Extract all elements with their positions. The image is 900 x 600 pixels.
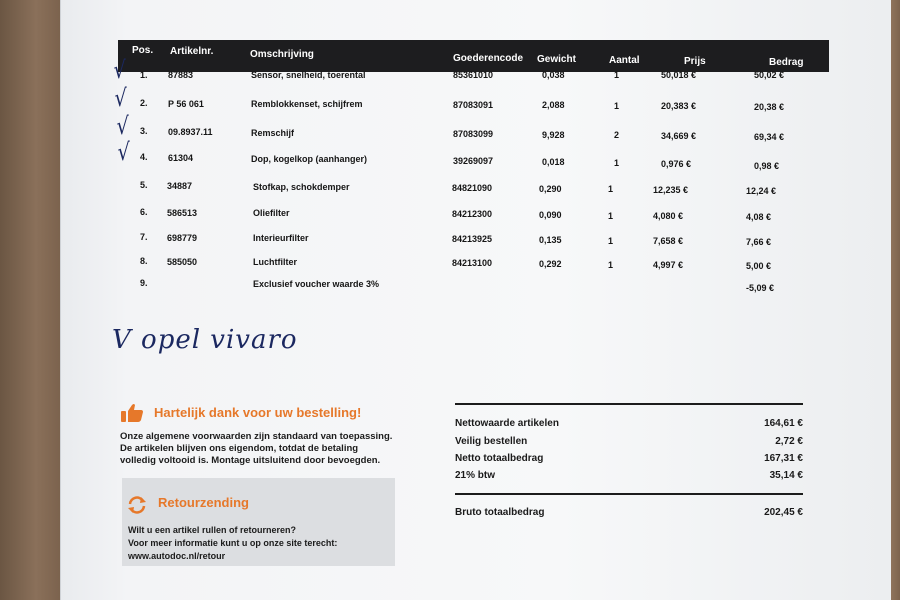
- cell-pos: 6.: [140, 207, 148, 217]
- totals-label: Netto totaalbedrag: [455, 453, 544, 464]
- cell-weight: 0,135: [539, 234, 562, 245]
- cell-code: 84821090: [452, 182, 493, 193]
- gross-total-row: [455, 507, 803, 518]
- totals-label: Veilig bestellen: [455, 436, 528, 447]
- cell-weight: 0,038: [542, 70, 565, 80]
- cell-qty: 1: [614, 70, 620, 80]
- totals-value: 2,72 €: [775, 436, 803, 447]
- returns-text: [128, 524, 337, 563]
- cell-qty: 2: [614, 130, 620, 141]
- cell-price: 4,080 €: [653, 211, 684, 222]
- cell-desc: Stofkap, schokdemper: [253, 181, 350, 192]
- totals-value: 35,14 €: [769, 470, 803, 481]
- returns-line: Wilt u een artikel rullen of retourneren?: [128, 525, 296, 535]
- header-amount: Bedrag: [769, 57, 804, 68]
- check-mark-icon: √: [117, 138, 130, 166]
- terms-text: Onze algemene voorwaarden zijn standaard van toepassing. De artikelen blijven ons eigendom, totdat de betaling volledig voltooid is. Montage uitsluitend door bevoegden.: [120, 431, 393, 466]
- cell-qty: 1: [608, 184, 614, 195]
- cell-weight: 2,088: [542, 100, 565, 111]
- header-pos: Pos.: [132, 45, 154, 56]
- returns-box: [122, 478, 395, 566]
- cell-pos: 4.: [140, 152, 148, 162]
- cell-amount: 69,34 €: [754, 132, 785, 143]
- totals-value: 164,61 €: [764, 418, 803, 429]
- gross-total-label: Bruto totaalbedrag: [455, 507, 545, 518]
- table-row: [0, 232, 900, 252]
- table-row: [0, 207, 900, 227]
- cell-pos: 8.: [140, 256, 148, 266]
- returns-line: Voor meer informatie kunt u op onze site terecht:: [128, 538, 338, 548]
- header-goods-code: Goederencode: [453, 53, 524, 64]
- header-description: Omschrijving: [250, 49, 314, 60]
- cell-price: 0,976 €: [661, 159, 692, 170]
- cell-price: 4,997 €: [653, 260, 684, 271]
- cell-code: 84213100: [452, 258, 493, 269]
- cell-desc: Luchtfilter: [253, 257, 297, 268]
- cell-pos: 1.: [140, 70, 148, 80]
- cell-amount: 7,66 €: [746, 236, 772, 247]
- cell-amount: -5,09 €: [746, 282, 775, 293]
- thanks-title: Hartelijk dank voor uw bestelling!: [154, 405, 362, 420]
- totals-top-rule: [455, 403, 803, 405]
- cell-amount: 0,98 €: [754, 160, 780, 171]
- returns-url[interactable]: www.autodoc.nl/retour: [128, 551, 226, 561]
- cell-code: 84213925: [452, 234, 493, 245]
- gross-total-value: 202,45 €: [764, 507, 803, 518]
- table-row: [0, 138, 900, 172]
- cell-pos: 9.: [140, 278, 148, 288]
- totals-bottom-rule: [455, 493, 803, 495]
- cell-price: 12,235 €: [653, 185, 689, 196]
- cell-qty: 1: [608, 235, 614, 246]
- cell-weight: 0,018: [542, 156, 565, 167]
- table-row: [0, 180, 900, 200]
- cell-amount: 4,08 €: [746, 211, 772, 222]
- cell-pos: 3.: [140, 126, 148, 136]
- cell-art: 586513: [167, 207, 198, 218]
- return-arrows-icon: [127, 495, 147, 515]
- returns-title: Retourzending: [158, 495, 249, 510]
- cell-desc: Interieurfilter: [253, 233, 309, 244]
- cell-desc: Remschijf: [251, 127, 295, 138]
- cell-qty: 1: [614, 158, 620, 169]
- cell-weight: 0,292: [539, 258, 562, 269]
- cell-art: 87883: [168, 70, 194, 80]
- cell-amount: 12,24 €: [746, 186, 777, 197]
- cell-weight: 9,928: [542, 129, 565, 140]
- cell-price: 20,383 €: [661, 101, 697, 112]
- cell-weight: 0,290: [539, 183, 562, 194]
- cell-desc: Oliefilter: [253, 208, 290, 219]
- totals-row: [455, 453, 803, 464]
- table-row: [0, 112, 900, 146]
- cell-code: 87083099: [453, 128, 494, 139]
- cell-amount: 5,00 €: [746, 260, 772, 271]
- cell-code: 84212300: [452, 209, 493, 220]
- cell-qty: 1: [608, 259, 614, 270]
- totals-label: Nettowaarde artikelen: [455, 418, 559, 429]
- cell-price: 7,658 €: [653, 236, 684, 247]
- cell-art: 585050: [167, 256, 198, 267]
- check-mark-icon: √: [114, 84, 127, 112]
- cell-art: 09.8937.11: [168, 126, 213, 137]
- cell-desc: Sensor, snelheid, toerental: [251, 70, 366, 80]
- thumbs-up-icon: [120, 403, 144, 423]
- check-mark-icon: √: [113, 56, 126, 84]
- table-row: [0, 84, 900, 118]
- header-weight: Gewicht: [537, 54, 576, 65]
- cell-weight: 0,090: [539, 209, 562, 220]
- cell-amount: 20,38 €: [754, 101, 785, 112]
- cell-pos: 2.: [140, 98, 148, 108]
- cell-pos: 7.: [140, 232, 148, 242]
- totals-label: 21% btw: [455, 470, 496, 481]
- cell-art: 698779: [167, 232, 198, 243]
- cell-pos: 5.: [140, 180, 148, 190]
- totals-value: 167,31 €: [764, 453, 803, 464]
- totals-row: [455, 470, 803, 481]
- cell-desc: Exclusief voucher waarde 3%: [253, 279, 380, 290]
- table-header: [118, 40, 829, 72]
- cell-code: 39269097: [453, 155, 494, 166]
- totals-row: [455, 436, 803, 447]
- handwritten-note: V opel vivaro: [112, 325, 298, 355]
- cell-price: 50,018 €: [661, 70, 697, 80]
- cell-desc: Remblokkenset, schijfrem: [251, 99, 363, 110]
- cell-amount: 50,02 €: [754, 70, 785, 80]
- cell-desc: Dop, kogelkop (aanhanger): [251, 154, 368, 165]
- cell-code: 87083091: [453, 99, 494, 110]
- table-row: [0, 278, 900, 298]
- cell-art: 61304: [168, 153, 194, 164]
- cell-art: P 56 061: [168, 98, 204, 109]
- cell-qty: 1: [614, 100, 620, 111]
- header-price: Prijs: [684, 56, 706, 67]
- header-article-number: Artikelnr.: [170, 46, 214, 57]
- table-row: [0, 256, 900, 276]
- check-mark-icon: √: [116, 112, 129, 140]
- totals-row: [455, 418, 803, 429]
- header-quantity: Aantal: [609, 55, 640, 66]
- cell-art: 34887: [167, 180, 193, 191]
- cell-qty: 1: [608, 210, 614, 221]
- cell-price: 34,669 €: [661, 131, 697, 142]
- cell-code: 85361010: [453, 70, 494, 80]
